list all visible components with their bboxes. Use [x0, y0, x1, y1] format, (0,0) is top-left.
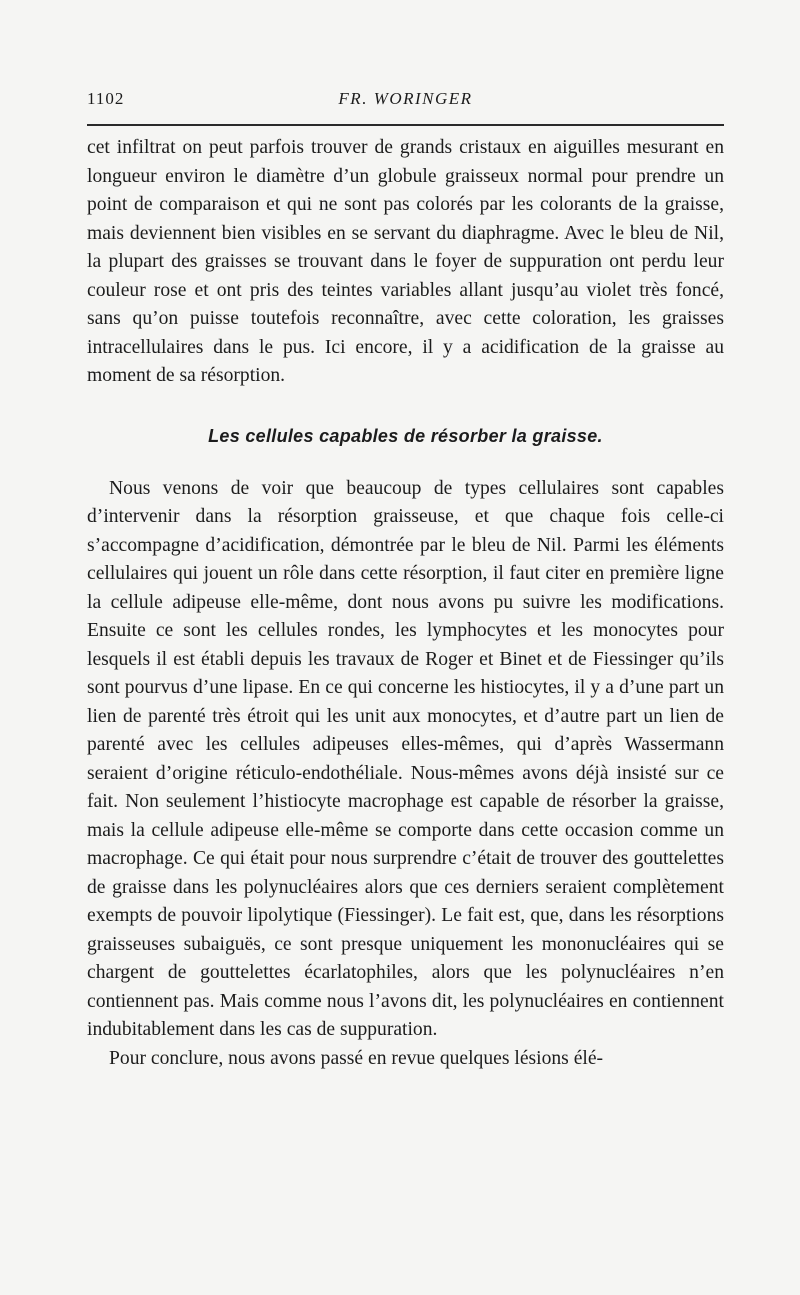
paragraph-1: cet infiltrat on peut parfois trouver de grands cristaux en aiguilles mesurant en longueur environ le diamètre d’un globule graisseux normal pour prendre un point de comparaison et qui ne sont pas colorés par les colorants de la graisse, mais deviennent bien visibles en se servant du diaphragme. Avec le bleu de Nil, la plupart des graisses se trouvant dans le foyer de suppuration ont perdu leur couleur rose et ont pris des teintes variables allant jusqu’au violet très foncé, sans qu’on puisse toutefois reconnaître, avec cette coloration, les graisses intracellulaires dans le pus. Ici encore, il y a acidification de la graisse au moment de sa résorption.	[87, 137, 724, 386]
page-header	[87, 89, 724, 115]
page-number: 1102	[87, 89, 125, 108]
body-text	[87, 134, 724, 1073]
running-title: FR. WORINGER	[338, 89, 473, 108]
paragraph-2: Nous venons de voir que beaucoup de types cellulaires sont capables d’intervenir dans la résorption graisseuse, et que chaque fois celle-ci s’accompagne d’acidification, démontrée par le bleu de Nil. Parmi les éléments cellulaires qui jouent un rôle dans cette résorption, il faut citer en première ligne la cellule adipeuse elle-même, dont nous avons pu suivre les modifications. Ensuite ce sont les cellules rondes, les lymphocytes et les monocytes pour lesquels il est établi depuis les travaux de Roger et Binet et de Fiessinger qu’ils sont pourvus d’une lipase. En ce qui concerne les histiocytes, il y a d’une part un lien de parenté très étroit qui les unit aux monocytes, et d’autre part un lien de parenté avec les cellules adipeuses elles-mêmes, qui d’après Wassermann seraient d’origine réticulo-endothéliale. Nous-mêmes avons déjà insisté sur ce fait. Non seulement l’histiocyte macrophage est capable de résorber la graisse, mais la cellule adipeuse elle-même se comporte dans cette occasion comme un macrophage. Ce qui était pour nous surprendre c’était de trouver des gouttelettes de graisse dans les polynucléaires alors que ces derniers seraient complètement exempts de pouvoir lipolytique (Fiessinger). Le fait est, que, dans les résorptions graisseuses subaiguës, ce sont presque uniquement les mononucléaires qui se chargent de gouttelettes écarlatophiles, alors que les polynucléaires n’en contiennent pas. Mais comme nous l’avons dit, les polynucléaires en contiennent indubitablement dans les cas de suppuration.	[87, 477, 724, 1040]
paragraph-3: Pour conclure, nous avons passé en revue quelques lésions élé-	[109, 1047, 604, 1069]
header-rule	[87, 124, 724, 126]
section-heading: Les cellules capables de résorber la graisse.	[208, 425, 603, 446]
